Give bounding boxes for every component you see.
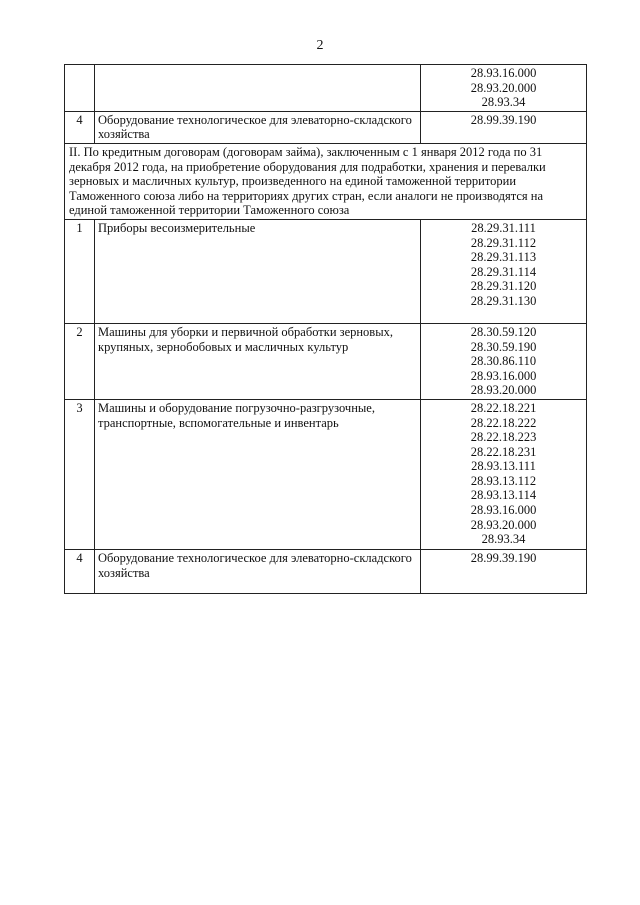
row-number: 3 (65, 399, 95, 549)
okpd-code: 28.93.16.000 (470, 503, 537, 518)
okpd-code: 28.29.31.114 (470, 264, 537, 279)
okpd-code: 28.93.34 (481, 532, 526, 547)
okpd-code: 28.22.18.231 (470, 444, 537, 459)
okpd-codes (421, 65, 587, 112)
okpd-codes (421, 219, 587, 323)
okpd-code: 28.93.34 (481, 95, 526, 110)
okpd-code: 28.93.20.000 (470, 383, 537, 398)
okpd-codes (421, 549, 587, 593)
okpd-code: 28.93.13.114 (470, 488, 537, 503)
equipment-name: Оборудование технологическое для элеваторно-складского хозяйства (95, 549, 421, 593)
okpd-code: 28.99.39.190 (470, 550, 537, 565)
section-ii-row (65, 143, 587, 219)
okpd-code: 28.93.16.000 (470, 66, 537, 80)
section-ii-heading: II. По кредитным договорам (договорам займа), заключенным с 1 января 2012 года по 31 декабря 2012 года, на приобретение оборудования для подработки, хранения и перевалки зерновых и масличных культур, произведенного на единой таможенной территории Таможенного союза либо на территориях других стран, если аналоги не производятся на единой таможенной территории Таможенного союза (65, 143, 587, 219)
okpd-code: 28.30.86.110 (470, 354, 537, 369)
table-row (65, 399, 587, 549)
okpd-code: 28.22.18.222 (470, 415, 537, 430)
okpd-code: 28.29.31.112 (470, 235, 537, 250)
table-body-top (65, 65, 587, 144)
okpd-code: 28.93.20.000 (470, 80, 537, 95)
okpd-codes (421, 399, 587, 549)
okpd-code: 28.30.59.120 (470, 324, 537, 339)
page-number: 2 (316, 38, 324, 53)
okpd-code: 28.29.31.120 (470, 279, 537, 294)
okpd-code: 28.93.20.000 (470, 517, 537, 532)
row-number: 4 (65, 549, 95, 593)
table-row (65, 549, 587, 593)
section-ii (65, 143, 587, 219)
equipment-name (95, 65, 421, 112)
table-row (65, 65, 587, 112)
okpd-code: 28.22.18.221 (470, 400, 537, 415)
table-row (65, 219, 587, 323)
okpd-code: 28.29.31.111 (471, 220, 536, 235)
okpd-code: 28.30.59.190 (470, 339, 537, 354)
row-number (65, 65, 95, 112)
okpd-code: 28.29.31.130 (470, 293, 537, 308)
table-row (65, 323, 587, 399)
okpd-code: 28.93.16.000 (470, 368, 537, 383)
row-number: 1 (65, 219, 95, 323)
okpd-code: 28.22.18.223 (470, 430, 537, 445)
okpd-code: 28.29.31.113 (470, 250, 537, 265)
equipment-name: Оборудование технологическое для элеваторно-складского хозяйства (95, 111, 421, 143)
equipment-name: Машины и оборудование погрузочно-разгрузочные, транспортные, вспомогательные и инвентарь (95, 399, 421, 549)
equipment-name: Машины для уборки и первичной обработки зерновых, крупяных, зернобобовых и масличных культур (95, 323, 421, 399)
table-body-bottom (65, 219, 587, 593)
okpd-code: 28.93.13.112 (470, 473, 537, 488)
okpd-code: 28.99.39.190 (470, 112, 537, 127)
equipment-name: Приборы весоизмерительные (95, 219, 421, 323)
okpd-code: 28.93.13.111 (471, 459, 536, 474)
table-row (65, 111, 587, 143)
row-number: 4 (65, 111, 95, 143)
row-number: 2 (65, 323, 95, 399)
okpd-codes (421, 111, 587, 143)
okpd-codes (421, 323, 587, 399)
equipment-table (64, 64, 587, 594)
